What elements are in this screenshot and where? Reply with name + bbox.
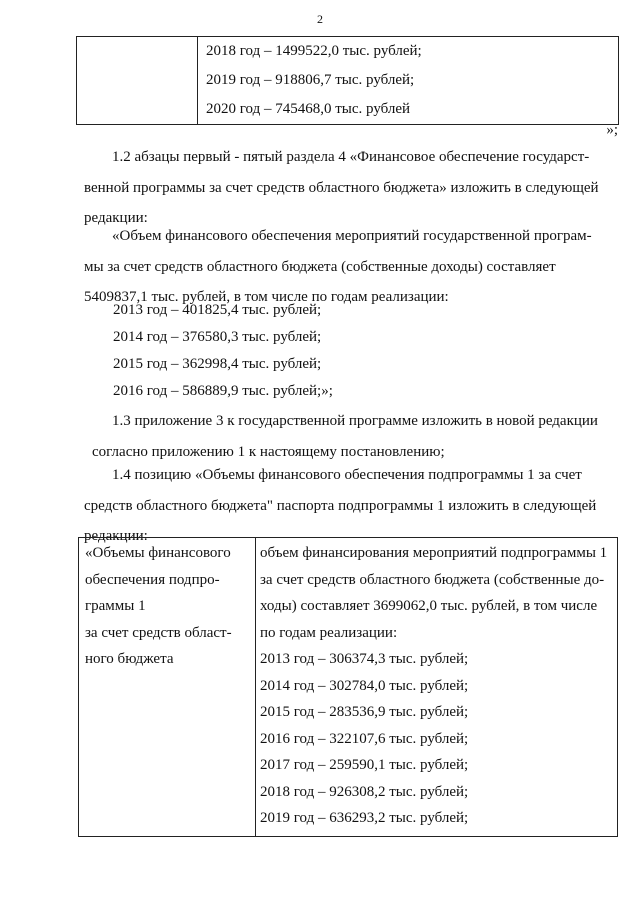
right-cell-year: 2016 год – 322107,6 тыс. рублей;	[260, 730, 469, 747]
text-line: средств областного бюджета" паспорта подпрограммы 1 изложить в следующей	[84, 497, 597, 514]
left-cell-line: граммы 1	[85, 598, 146, 614]
bottom-table-right-cell	[256, 538, 618, 837]
left-cell-line: ного бюджета	[85, 651, 174, 667]
text-line: мы за счет средств областного бюджета (собственные доходы) составляет	[84, 258, 556, 275]
right-cell-year: 2018 год – 926308,2 тыс. рублей;	[260, 783, 469, 800]
bottom-table-left-cell	[79, 538, 256, 837]
section-1-2	[84, 142, 629, 234]
right-cell-line: за счет средств областного бюджета (собственные до-	[260, 571, 605, 588]
text-line: 1.2 абзацы первый - пятый раздела 4 «Финансовое обеспечение государст-	[112, 149, 590, 165]
top-table	[76, 36, 619, 125]
text-line: 1.3 приложение 3 к государственной программе изложить в новой редакции	[112, 413, 598, 429]
text-line: «Объем финансового обеспечения мероприятий государственной програм-	[112, 228, 592, 244]
year-list	[113, 297, 333, 405]
right-cell-year: 2017 год – 259590,1 тыс. рублей;	[260, 757, 469, 773]
text-line: редакции:	[84, 210, 148, 226]
top-table-row: 2018 год – 1499522,0 тыс. рублей;	[206, 43, 422, 59]
right-cell-line: объем финансирования мероприятий подпрограммы 1	[260, 545, 608, 561]
right-cell-year: 2014 год – 302784,0 тыс. рублей;	[260, 677, 469, 694]
right-cell-year: 2019 год – 636293,2 тыс. рублей;	[260, 810, 469, 826]
right-cell-line: ходы) составляет 3699062,0 тыс. рублей, в том числе	[260, 598, 598, 614]
section-1-3	[84, 406, 629, 467]
top-table-left-cell	[77, 37, 198, 125]
text-line: венной программы за счет средств областного бюджета» изложить в следующей	[84, 179, 599, 196]
left-cell-line: обеспечения подпро-	[85, 571, 220, 588]
year-item: 2013 год – 401825,4 тыс. рублей;	[113, 302, 322, 318]
right-cell-year: 2015 год – 283536,9 тыс. рублей;	[260, 704, 469, 720]
text-line: согласно приложению 1 к настоящему постановлению;	[92, 443, 445, 460]
year-item: 2015 год – 362998,4 тыс. рублей;	[113, 356, 322, 372]
left-cell-line: за счет средств област-	[85, 624, 232, 641]
left-cell-line: «Объемы финансового	[85, 545, 231, 561]
page-number: 2	[317, 12, 323, 26]
text-line: 1.4 позицию «Объемы финансового обеспечения подпрограммы 1 за счет	[112, 467, 582, 483]
year-item: 2016 год – 586889,9 тыс. рублей;»;	[113, 383, 333, 399]
top-table-row: 2019 год – 918806,7 тыс. рублей;	[206, 72, 415, 88]
right-cell-year: 2013 год – 306374,3 тыс. рублей;	[260, 651, 469, 667]
right-cell-line: по годам реализации:	[260, 624, 398, 641]
year-item: 2014 год – 376580,3 тыс. рублей;	[113, 329, 322, 345]
top-table-row: 2020 год – 745468,0 тыс. рублей	[206, 101, 411, 117]
bottom-table	[78, 537, 618, 837]
quote-close: »;	[606, 122, 618, 138]
text-line: редакции:	[84, 528, 148, 544]
top-table-right-cell	[198, 37, 619, 125]
text-line: 5409837,1 тыс. рублей, в том числе по годам реализации:	[84, 289, 449, 305]
